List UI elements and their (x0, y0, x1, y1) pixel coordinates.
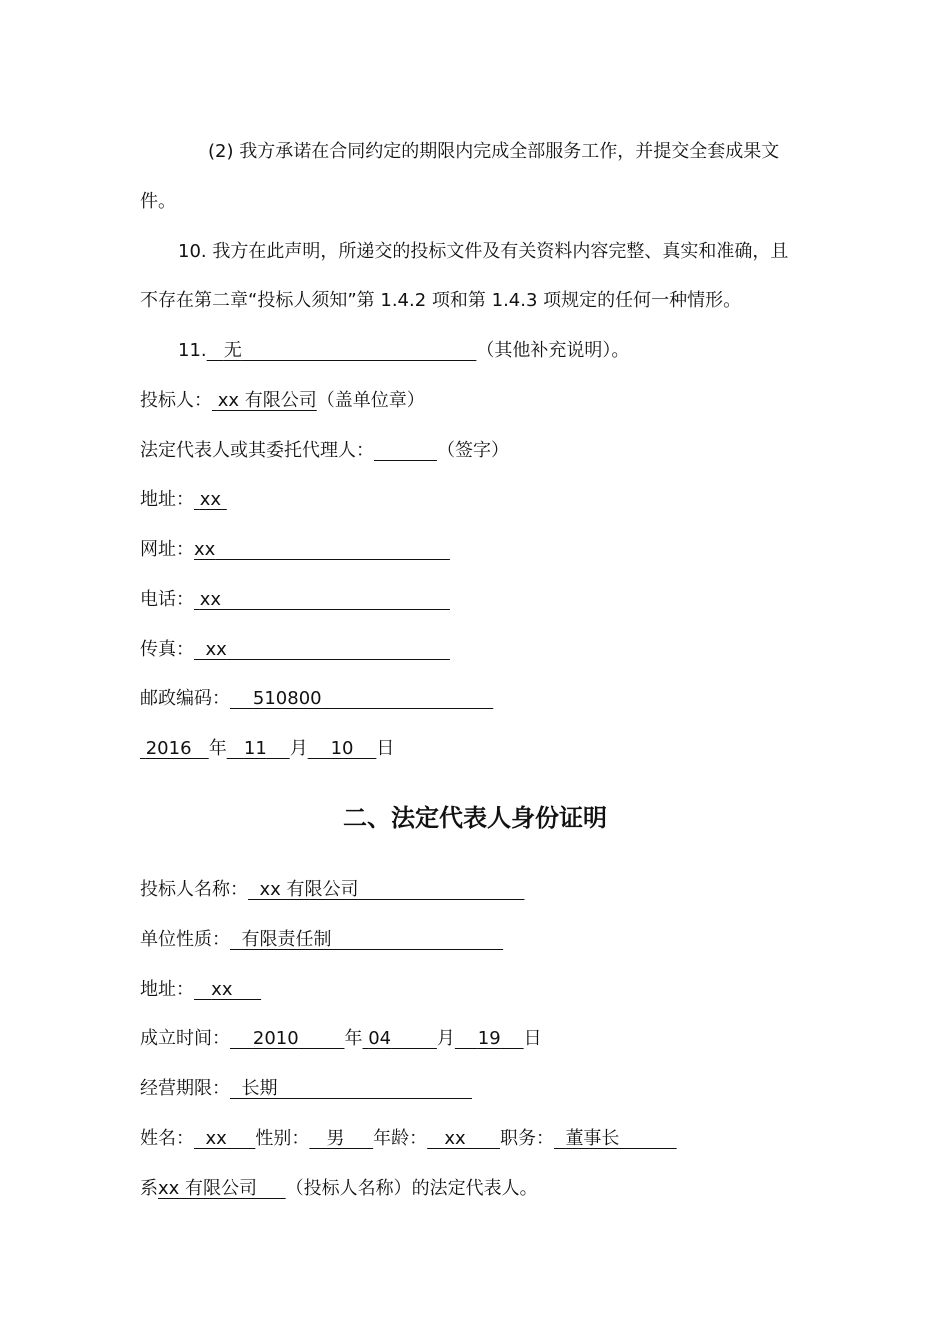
item-10-line-1 (178, 239, 788, 265)
age-value: xx (444, 1128, 466, 1149)
est-day-unit: 日 (523, 1028, 542, 1049)
date-year-unit: 年 (208, 738, 227, 759)
gender-label: 性别： (255, 1128, 310, 1149)
position-field (554, 1128, 677, 1149)
item-11-suffix: （其他补充说明）。 (476, 340, 630, 361)
gender-value: 男 (326, 1128, 345, 1149)
legal-rep-line (140, 438, 509, 464)
item-2-text-cont: 件。 (140, 191, 176, 212)
item-11-line (178, 338, 629, 364)
phone-label: 电话： (140, 589, 194, 610)
fax-field (194, 639, 450, 660)
identity-address-line (140, 977, 261, 1003)
date-line (140, 736, 394, 762)
website-field (194, 539, 450, 560)
address-line (140, 487, 227, 513)
age-field (427, 1128, 500, 1149)
item-11-value: 无 (223, 340, 242, 361)
phone-field (194, 589, 450, 610)
address-value: xx (199, 489, 222, 510)
date-year-field (140, 738, 209, 759)
date-year: 2016 (145, 738, 192, 759)
established-line (140, 1026, 542, 1052)
item-10-text-cont: 不存在第二章“投标人须知”第 1.4.2 项和第 1.4.3 项规定的任何一种情形。 (140, 290, 742, 311)
postcode-line (140, 686, 493, 712)
section-title: 二、法定代表人身份证明 (343, 804, 607, 832)
est-day: 19 (477, 1028, 501, 1049)
bidder-line (140, 388, 425, 414)
postcode-value: 510800 (252, 688, 322, 709)
term-line (140, 1076, 472, 1102)
item-2-text: (2) 我方承诺在合同约定的期限内完成全部服务工作，并提交全套成果文 (208, 141, 780, 162)
est-month: 04 (368, 1028, 392, 1049)
item-11-number: 11. (178, 340, 207, 361)
postcode-label: 邮政编码： (140, 688, 230, 709)
identity-address-value: xx (211, 979, 233, 1000)
bidder-name-line (140, 877, 524, 903)
term-value: 长期 (241, 1078, 278, 1099)
fax-label: 传真： (140, 639, 194, 660)
identity-address-field (194, 979, 261, 1000)
bidder-label: 投标人： (140, 390, 212, 411)
date-day: 10 (330, 738, 354, 759)
statement-prefix: 系 (140, 1178, 158, 1199)
est-year-field (230, 1028, 344, 1049)
position-label: 职务： (499, 1128, 554, 1149)
statement-line (140, 1176, 538, 1202)
date-day-field (308, 738, 377, 759)
bidder-name-label: 投标人名称： (140, 879, 248, 900)
statement-company: xx 有限公司 (158, 1178, 258, 1199)
date-month-field (227, 738, 290, 759)
est-year: 2010 (252, 1028, 299, 1049)
phone-value: xx (199, 589, 222, 610)
item-11-field (207, 340, 477, 361)
name-field (194, 1128, 255, 1149)
website-line (140, 537, 450, 563)
date-month-unit: 月 (289, 738, 308, 759)
fax-line (140, 637, 450, 663)
person-line (140, 1126, 677, 1152)
est-month-unit: 月 (436, 1028, 455, 1049)
bidder-suffix: （盖单位章） (316, 390, 425, 411)
nature-field (230, 929, 503, 950)
address-label: 地址： (140, 489, 194, 510)
item-10-line-2 (140, 288, 741, 314)
est-year-unit: 年 (344, 1028, 363, 1049)
gender-field (309, 1128, 373, 1149)
position-value: 董事长 (565, 1128, 620, 1149)
date-day-unit: 日 (376, 738, 395, 759)
item-2-line-1 (208, 139, 779, 165)
bidder-name-value: xx 有限公司 (259, 879, 359, 900)
phone-line (140, 587, 450, 613)
statement-suffix: （投标人名称）的法定代表人。 (285, 1178, 538, 1199)
nature-label: 单位性质： (140, 929, 230, 950)
name-value: xx (205, 1128, 227, 1149)
established-label: 成立时间： (140, 1028, 230, 1049)
nature-line (140, 927, 503, 953)
postcode-field (230, 688, 493, 709)
identity-address-label: 地址： (140, 979, 194, 1000)
bidder-name-field (248, 879, 524, 900)
term-field (230, 1078, 472, 1099)
legal-rep-signature-field (374, 440, 437, 461)
age-label: 年龄： (373, 1128, 428, 1149)
website-label: 网址： (140, 539, 194, 560)
fax-value: xx (205, 639, 227, 660)
term-label: 经营期限： (140, 1078, 230, 1099)
bidder-value: xx 有限公司 (217, 390, 317, 411)
date-month: 11 (243, 738, 267, 759)
address-field (194, 489, 227, 510)
est-day-field (455, 1028, 524, 1049)
name-label: 姓名： (140, 1128, 194, 1149)
item-10-text: 10. 我方在此声明，所递交的投标文件及有关资料内容完整、真实和准确，且 (178, 241, 789, 262)
est-month-field (362, 1028, 436, 1049)
legal-rep-suffix: （签字） (436, 440, 509, 461)
website-value: xx (194, 539, 216, 560)
bidder-field (212, 390, 317, 411)
item-2-line-2 (140, 189, 176, 215)
nature-value: 有限责任制 (241, 929, 332, 950)
statement-company-field (158, 1178, 286, 1199)
legal-rep-label: 法定代表人或其委托代理人： (140, 440, 374, 461)
